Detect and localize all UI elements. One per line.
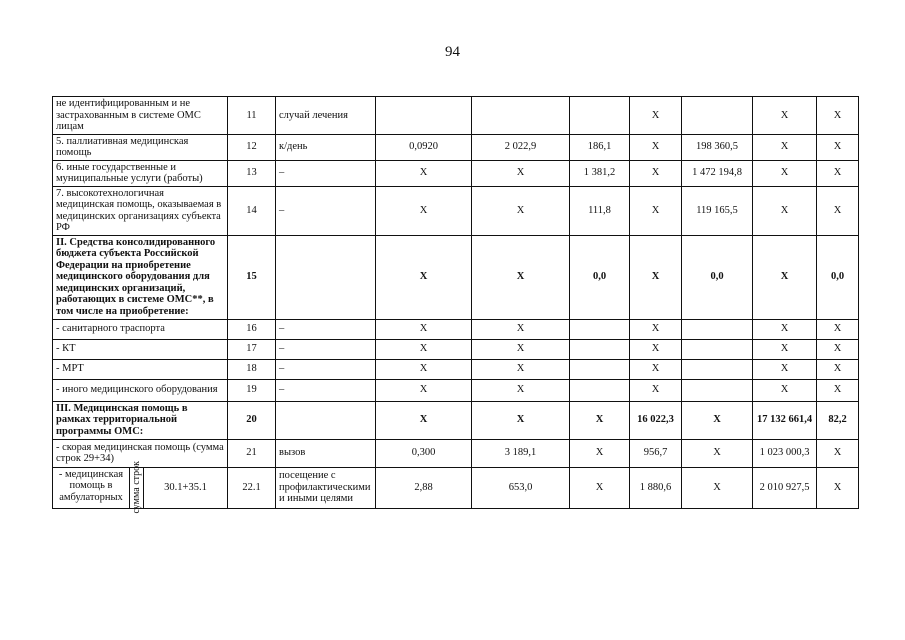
cost-cell: X xyxy=(472,359,570,379)
row-number-cell: 18 xyxy=(228,359,276,379)
per-capita-oms-cell: X xyxy=(630,186,682,235)
row-number-cell: 15 xyxy=(228,235,276,319)
per-capita-oms-cell: X xyxy=(630,235,682,319)
total-budget-cell: 198 360,5 xyxy=(682,134,753,160)
total-oms-cell: X xyxy=(753,359,817,379)
total-budget-cell: X xyxy=(682,401,753,439)
unit-cell: – xyxy=(276,186,376,235)
percent-cell: X xyxy=(817,319,859,339)
total-budget-cell xyxy=(682,339,753,359)
row-number-cell: 21 xyxy=(228,439,276,467)
per-capita-oms-cell: 16 022,3 xyxy=(630,401,682,439)
per-capita-budget-cell: 1 381,2 xyxy=(570,160,630,186)
row-number-cell: 16 xyxy=(228,319,276,339)
per-capita-budget-cell: X xyxy=(570,467,630,508)
table-row xyxy=(53,359,859,379)
cost-cell: 653,0 xyxy=(472,467,570,508)
unit-cell: случай лечения xyxy=(276,97,376,135)
total-budget-cell: 0,0 xyxy=(682,235,753,319)
total-budget-cell: 1 472 194,8 xyxy=(682,160,753,186)
per-capita-budget-cell: X xyxy=(570,401,630,439)
vertical-label xyxy=(129,461,144,514)
table-row xyxy=(53,160,859,186)
row-name-cell: - иного медицинского оборудования xyxy=(53,379,228,401)
percent-cell: X xyxy=(817,186,859,235)
per-capita-budget-cell xyxy=(570,319,630,339)
total-oms-cell: X xyxy=(753,379,817,401)
per-capita-oms-cell: X xyxy=(630,379,682,401)
unit-cell xyxy=(276,235,376,319)
percent-cell: X xyxy=(817,97,859,135)
total-oms-cell: X xyxy=(753,97,817,135)
row-name-cell: 6. иные государственные и муниципальные услуги (работы) xyxy=(53,160,228,186)
per-capita-oms-cell: X xyxy=(630,339,682,359)
cost-cell: X xyxy=(472,235,570,319)
per-capita-oms-cell: 956,7 xyxy=(630,439,682,467)
cost-cell: 3 189,1 xyxy=(472,439,570,467)
normative-cell: X xyxy=(376,379,472,401)
percent-cell: X xyxy=(817,467,859,508)
row-number-cell: 22.1 xyxy=(228,467,276,508)
row-name-text: - медицинская помощь в амбулаторных xyxy=(58,468,124,503)
total-budget-cell xyxy=(682,319,753,339)
unit-cell: – xyxy=(276,359,376,379)
row-name-cell: - скорая медицинская помощь (сумма строк 29+34) xyxy=(53,439,228,467)
normative-cell: 2,88 xyxy=(376,467,472,508)
table-row xyxy=(53,97,859,135)
unit-cell: – xyxy=(276,319,376,339)
row-number-cell: 11 xyxy=(228,97,276,135)
per-capita-budget-cell xyxy=(570,339,630,359)
total-budget-cell: 119 165,5 xyxy=(682,186,753,235)
normative-cell: 0,300 xyxy=(376,439,472,467)
percent-cell: 82,2 xyxy=(817,401,859,439)
normative-cell: X xyxy=(376,359,472,379)
normative-cell: X xyxy=(376,186,472,235)
unit-cell: к/день xyxy=(276,134,376,160)
total-budget-cell xyxy=(682,97,753,135)
cost-cell: X xyxy=(472,379,570,401)
table-row xyxy=(53,339,859,359)
per-capita-oms-cell: X xyxy=(630,134,682,160)
per-capita-budget-cell xyxy=(570,97,630,135)
per-capita-oms-cell: X xyxy=(630,319,682,339)
normative-cell: X xyxy=(376,339,472,359)
normative-cell: X xyxy=(376,319,472,339)
cost-cell: X xyxy=(472,160,570,186)
percent-cell: X xyxy=(817,359,859,379)
per-capita-oms-cell: X xyxy=(630,97,682,135)
cost-cell: 2 022,9 xyxy=(472,134,570,160)
cost-cell: X xyxy=(472,401,570,439)
cost-cell: X xyxy=(472,186,570,235)
table-row xyxy=(53,467,859,508)
percent-cell: 0,0 xyxy=(817,235,859,319)
normative-cell: X xyxy=(376,160,472,186)
row-name-cell: 5. паллиативная медицинская помощь xyxy=(53,134,228,160)
row-number-cell: 20 xyxy=(228,401,276,439)
row-name-cell: - КТ xyxy=(53,339,228,359)
cost-cell: X xyxy=(472,319,570,339)
cost-cell xyxy=(472,97,570,135)
unit-cell: – xyxy=(276,160,376,186)
normative-cell: 0,0920 xyxy=(376,134,472,160)
row-name-cell xyxy=(53,461,228,514)
percent-cell: X xyxy=(817,160,859,186)
row-name-cell: II. Средства консолидированного бюджета субъекта Российской Федерации на приобретение медицинского оборудования для медицинских организаций, работающих в системе ОМС**, в том числе на приобретение: xyxy=(53,235,228,319)
unit-cell: вызов xyxy=(276,439,376,467)
per-capita-oms-cell: 1 880,6 xyxy=(630,467,682,508)
percent-cell: X xyxy=(817,339,859,359)
table-row xyxy=(53,186,859,235)
percent-cell: X xyxy=(817,134,859,160)
total-budget-cell: X xyxy=(682,439,753,467)
row-number-cell: 19 xyxy=(228,379,276,401)
row-number-cell: 17 xyxy=(228,339,276,359)
unit-cell: – xyxy=(276,339,376,359)
per-capita-oms-cell: X xyxy=(630,359,682,379)
per-capita-budget-cell: 0,0 xyxy=(570,235,630,319)
total-oms-cell: X xyxy=(753,319,817,339)
per-capita-budget-cell: 111,8 xyxy=(570,186,630,235)
page-number: 94 xyxy=(445,44,460,60)
unit-cell: посещение с профилактическими и иными целями xyxy=(276,467,376,508)
total-oms-cell: X xyxy=(753,160,817,186)
total-oms-cell: X xyxy=(753,235,817,319)
row-number-cell: 13 xyxy=(228,160,276,186)
total-budget-cell xyxy=(682,379,753,401)
total-budget-cell: X xyxy=(682,467,753,508)
total-oms-cell: X xyxy=(753,339,817,359)
unit-cell: – xyxy=(276,379,376,401)
unit-cell xyxy=(276,401,376,439)
row-number-cell: 14 xyxy=(228,186,276,235)
percent-cell: X xyxy=(817,439,859,467)
row-name-cell: не идентифицированным и не застрахованным в системе ОМС лицам xyxy=(53,97,228,135)
row-name-cell: - МРТ xyxy=(53,359,228,379)
percent-cell: X xyxy=(817,379,859,401)
per-capita-budget-cell: X xyxy=(570,439,630,467)
normative-cell: X xyxy=(376,401,472,439)
table-row xyxy=(53,439,859,467)
per-capita-oms-cell: X xyxy=(630,160,682,186)
table-row xyxy=(53,319,859,339)
per-capita-budget-cell: 186,1 xyxy=(570,134,630,160)
row-name-cell: 7. высокотехнологичная медицинская помощь, оказываемая в медицинских организациях субъекта РФ xyxy=(53,186,228,235)
per-capita-budget-cell xyxy=(570,359,630,379)
per-capita-budget-cell xyxy=(570,379,630,401)
cost-cell: X xyxy=(472,339,570,359)
row-name-cell: III. Медицинская помощь в рамках территориальной программы ОМС: xyxy=(53,401,228,439)
total-oms-cell: X xyxy=(753,134,817,160)
table-row xyxy=(53,235,859,319)
normative-cell: X xyxy=(376,235,472,319)
total-oms-cell: 17 132 661,4 xyxy=(753,401,817,439)
vertical-label-text: сумма строк xyxy=(130,461,142,514)
row-number-cell: 12 xyxy=(228,134,276,160)
normative-cell xyxy=(376,97,472,135)
total-budget-cell xyxy=(682,359,753,379)
total-oms-cell: 2 010 927,5 xyxy=(753,467,817,508)
row-name-cell: - санитарного траспорта xyxy=(53,319,228,339)
table-row xyxy=(53,401,859,439)
table-row xyxy=(53,134,859,160)
data-table xyxy=(52,96,859,514)
total-oms-cell: 1 023 000,3 xyxy=(753,439,817,467)
table-row xyxy=(53,379,859,401)
total-oms-cell: X xyxy=(753,186,817,235)
formula-text: 30.1+35.1 xyxy=(164,481,207,493)
